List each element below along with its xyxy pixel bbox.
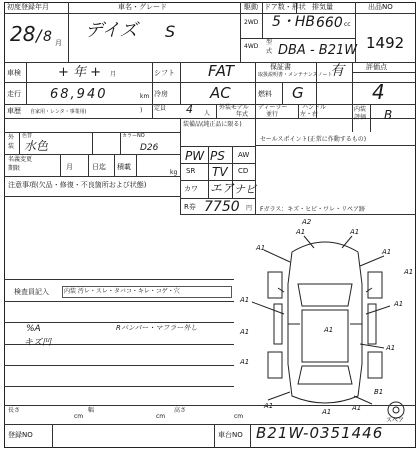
- damage-mark: A1: [296, 228, 306, 236]
- length-cm: cm: [74, 413, 84, 420]
- score-value: 4: [372, 80, 385, 104]
- interior-value: B: [384, 108, 393, 122]
- reg-slash: /: [36, 26, 42, 45]
- glass-label: Fガラス：キズ・ヒビ・ワレ・リペア跡: [260, 206, 366, 213]
- damage-mark: A1: [404, 268, 414, 276]
- reg-month: 8: [43, 29, 52, 45]
- drive-label: 駆動: [244, 3, 258, 11]
- ac-value: AC: [210, 84, 231, 102]
- equip-pw: PW: [185, 149, 205, 163]
- ext-sub: 年式: [236, 111, 249, 118]
- damage-mark: A1: [386, 344, 396, 352]
- chassis-label: 車台NO: [218, 431, 243, 439]
- damage-mark: A1: [240, 358, 250, 366]
- damage-mark: A1: [322, 408, 332, 416]
- lot-label: 出品NO: [368, 3, 393, 11]
- capacity-label: 定員: [154, 105, 167, 112]
- month-label: 月: [66, 163, 73, 171]
- equip-md: エア: [210, 181, 235, 195]
- note-line-2: キズ: [24, 338, 42, 348]
- inspector-items: 内装 汚レ・スレ・タバコ・キレ・コゲ・穴: [64, 288, 180, 295]
- equip-cd: CD: [238, 167, 249, 175]
- dealer-label: ディーラー: [258, 104, 288, 111]
- equipment-title: 装備品(純正品に限る): [183, 121, 242, 128]
- damage-mark: A1: [240, 296, 250, 304]
- history-end: ): [140, 107, 143, 114]
- ac-label: 冷房: [154, 90, 168, 98]
- width-cm: cm: [156, 413, 166, 420]
- r-unit: 円: [246, 205, 253, 212]
- chassis-value: B21W-0351446: [256, 424, 384, 442]
- r-value: 7750: [204, 199, 240, 215]
- color-value: 水色: [24, 139, 49, 153]
- shift-value: FAT: [208, 62, 235, 80]
- warranty-sub: 取扱説明書・メンテナンスノート: [258, 72, 333, 78]
- r-label: R券: [184, 203, 196, 211]
- caution-label: 注意事項(欠品・修復・不良箇所および状態): [8, 181, 147, 189]
- color-code-label: 色替: [22, 133, 33, 139]
- equip-dvd: ナビ: [234, 183, 256, 196]
- name-change-label: 名義変更: [8, 156, 33, 163]
- spare-label: スペア: [386, 417, 405, 424]
- damage-mark: A1: [256, 244, 266, 252]
- note-line-2b: 凹: [42, 338, 52, 348]
- equip-aw: AW: [238, 151, 250, 159]
- deadline-label: 期限: [8, 165, 21, 172]
- sales-point-label: セールスポイント(正常に作動するもの): [260, 136, 367, 143]
- damage-mark: A1: [394, 300, 404, 308]
- loading-label: 積載: [117, 163, 131, 171]
- model-label: 車名・グレード: [118, 3, 167, 11]
- interior-label: 内装: [354, 106, 367, 113]
- day-label: 日迄: [92, 163, 106, 171]
- model-code: DBA - B21W: [278, 43, 358, 58]
- car-name: デイズ: [85, 20, 138, 41]
- note-line-1b: Rバンパー・マフラー外し: [116, 324, 198, 332]
- width-label: 幅: [88, 407, 95, 414]
- damage-mark: A2: [302, 218, 312, 226]
- damage-mark: A1: [382, 248, 392, 256]
- equip-ps: PS: [210, 149, 225, 163]
- color-label-1: 外: [8, 134, 15, 141]
- score-label: 評価点: [366, 63, 387, 71]
- drive-2wd: 2WD: [244, 19, 259, 26]
- first-reg-label: 初度登録年月: [7, 3, 49, 11]
- inspection-value: + 年 +: [58, 65, 102, 80]
- height-label: 高さ: [174, 407, 187, 414]
- equip-sr: SR: [186, 167, 196, 175]
- damage-mark: A1: [352, 404, 362, 412]
- reg-year: 28: [10, 22, 36, 46]
- displacement-label: 排気量: [312, 3, 333, 11]
- drive-4wd: 4WD: [244, 43, 259, 50]
- inspection-month: 月: [110, 71, 117, 78]
- equip-tv: TV: [212, 165, 228, 179]
- capacity-value: 4: [186, 103, 193, 116]
- damage-mark: A1: [350, 228, 360, 236]
- doors-value: 5・HB: [272, 14, 316, 30]
- shift-label: シフト: [154, 69, 175, 77]
- history-label: 車歴: [7, 107, 21, 115]
- cc-unit: cc: [344, 21, 351, 28]
- inspector-label: 検査員記入: [14, 288, 49, 296]
- displacement-value: 660: [316, 15, 343, 31]
- length-label: 長さ: [8, 407, 21, 414]
- inspection-label: 車検: [7, 69, 21, 77]
- damage-mark: A1: [240, 328, 250, 336]
- mileage-label: 走行: [7, 90, 21, 98]
- car-grade: S: [165, 22, 176, 41]
- handle-value: 左・右: [300, 111, 319, 118]
- kg-label: kg: [170, 169, 178, 176]
- interior-sub: 評価: [354, 114, 367, 121]
- dealer-sub: 並行: [266, 111, 279, 118]
- color-label-2: 装: [8, 143, 15, 150]
- height-cm: cm: [234, 413, 244, 420]
- warranty-label: 保証書: [270, 63, 291, 71]
- warranty-value: 有: [330, 63, 344, 79]
- color-no-label: カラーNO: [122, 133, 145, 139]
- mileage-unit: km: [140, 93, 150, 100]
- door-shape-label: ドア数・形状: [264, 3, 306, 11]
- type-label-1: 型: [266, 39, 273, 46]
- damage-mark: A1: [324, 326, 334, 334]
- lot-number: 1492: [366, 34, 405, 52]
- type-label-2: 式: [266, 48, 273, 55]
- equip-nav: カワ: [184, 185, 198, 193]
- fuel-label: 燃料: [258, 90, 272, 98]
- reg-no-label: 登録NO: [8, 431, 33, 439]
- ext-label: 外装モデル: [219, 104, 249, 111]
- damage-mark: A1: [264, 402, 274, 410]
- damage-mark: B1: [374, 388, 384, 396]
- color-code: D26: [140, 143, 159, 153]
- mileage-value: 68,940: [50, 87, 108, 102]
- reg-month-unit: 月: [55, 39, 62, 47]
- capacity-unit: 人: [204, 110, 211, 117]
- handle-label: ハンドル: [302, 104, 327, 111]
- note-line-1: %A: [26, 324, 41, 334]
- car-damage-diagram: [234, 214, 416, 424]
- fuel-value: G: [292, 84, 304, 102]
- history-sub: 自家用・レンタ・事業用(: [30, 109, 87, 115]
